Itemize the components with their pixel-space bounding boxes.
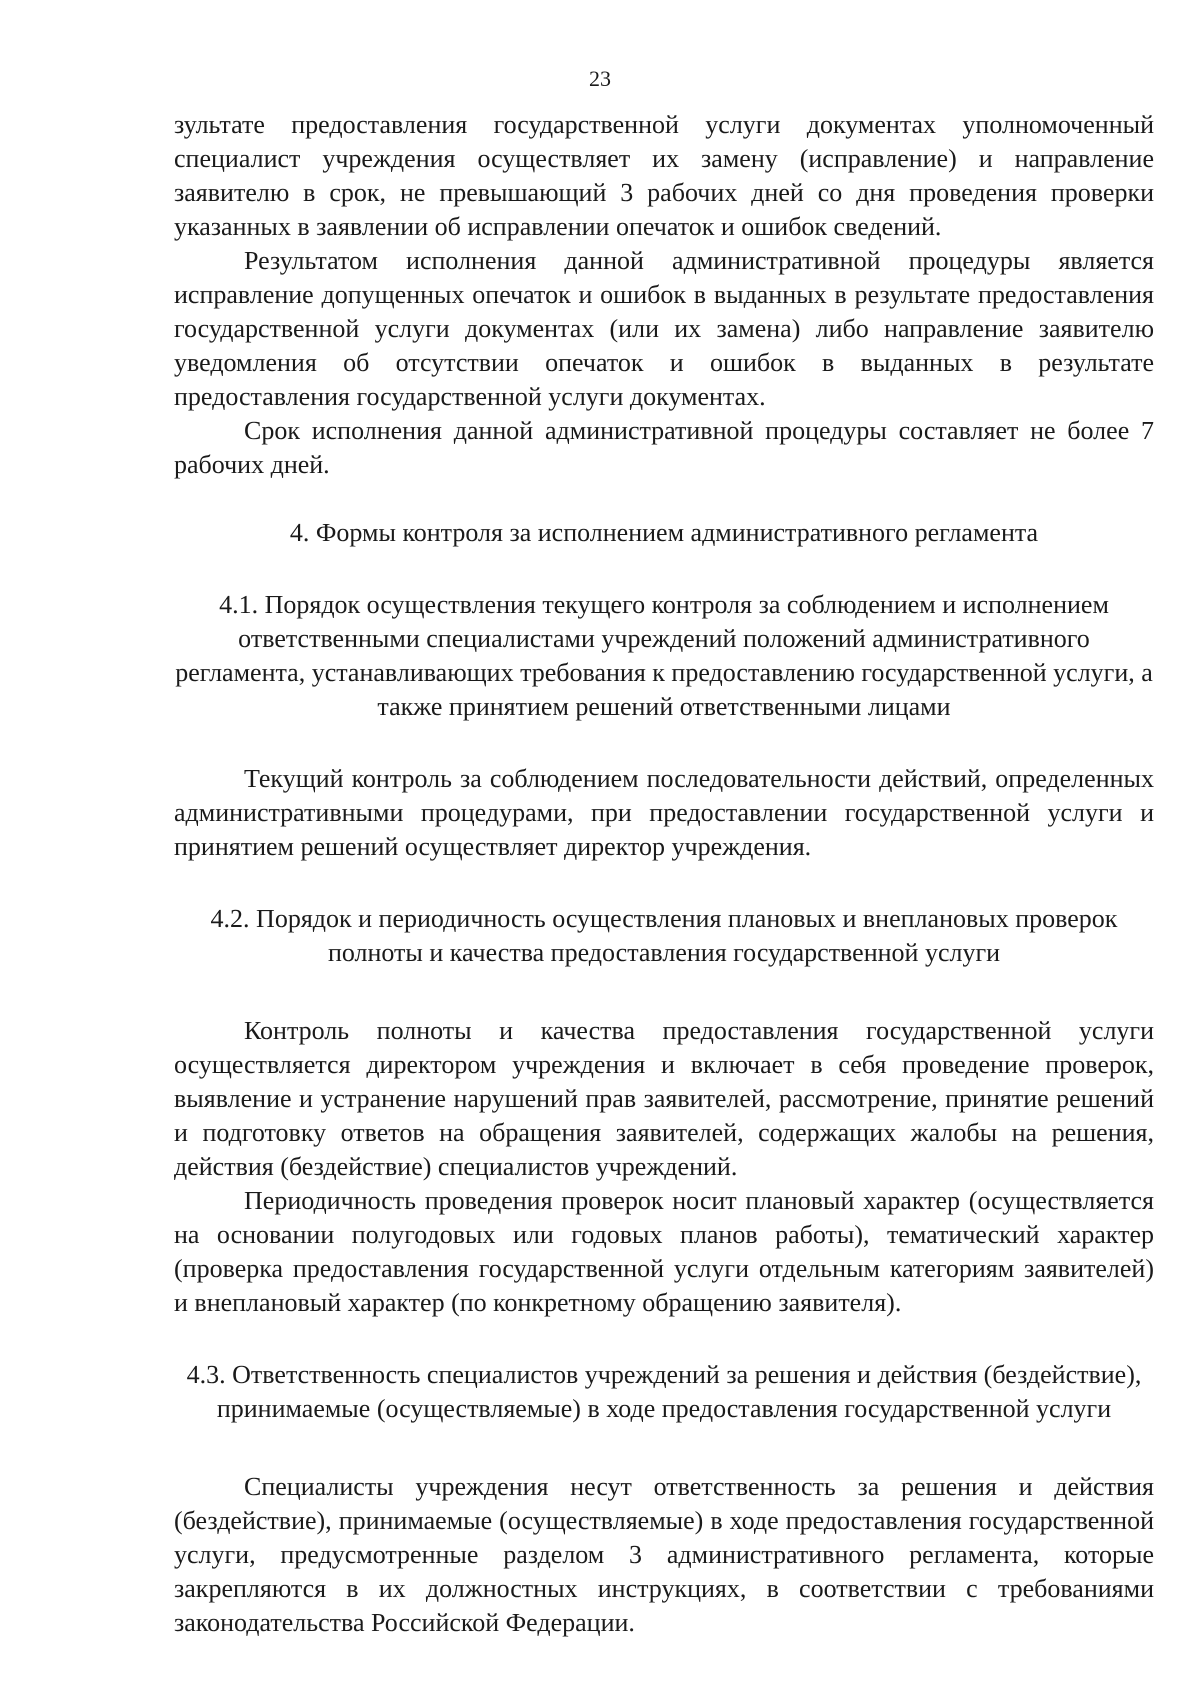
paragraph-term: Срок исполнения данной административной процедуры составляет не более 7 рабочих дней. <box>174 416 1154 479</box>
subsection-heading-4-2: 4.2. Порядок и периодичность осуществления плановых и внеплановых проверок полноты и качества предоставления государственной услуги <box>210 904 1118 967</box>
paragraph-responsibility: Специалисты учреждения несут ответственность за решения и действия (бездействие), принимаемые (осуществляемые) в ходе предоставления государственной услуги, предусмотренные разделом 3 административного регламента, которые закрепляются в их должностных инструкциях, в соответствии с требованиями законодательства Российской Федерации. <box>174 1472 1154 1637</box>
section-heading-4: 4. Формы контроля за исполнением административного регламента <box>289 518 1039 547</box>
page-number: 23 <box>589 66 611 91</box>
paragraph-current-control: Текущий контроль за соблюдением последовательности действий, определенных административными процедурами, при предоставлении государственной услуги и принятием решений осуществляет директор учреждения. <box>174 764 1154 861</box>
paragraph-continuation: зультате предоставления государственной услуги документах уполномоченный специалист учреждения осуществляет их замену (исправление) и направление заявителю в срок, не превышающий 3 рабочих дней со дня проведения проверки указанных в заявлении об исправлении опечаток и ошибок сведений. <box>174 110 1154 241</box>
subsection-heading-4-3: 4.3. Ответственность специалистов учреждений за решения и действия (бездействие), принимаемые (осуществляемые) в ходе предоставления государственной услуги <box>186 1360 1142 1423</box>
paragraph-result: Результатом исполнения данной административной процедуры является исправление допущенных опечаток и ошибок в выданных в результате предоставления государственной услуги документах (или их замена) либо направление заявителю уведомления об отсутствии опечаток и ошибок в выданных в результате предоставления государственной услуги документах. <box>174 246 1154 411</box>
paragraph-quality-control: Контроль полноты и качества предоставления государственной услуги осуществляется директором учреждения и включает в себя проведение проверок, выявление и устранение нарушений прав заявителей, рассмотрение, принятие решений и подготовку ответов на обращения заявителей, содержащих жалобы на решения, действия (бездействие) специалистов учреждений. <box>174 1016 1154 1181</box>
document-body <box>174 108 1154 1640</box>
subsection-heading-4-1: 4.1. Порядок осуществления текущего контроля за соблюдением и исполнением ответственными специалистами учреждений положений административного регламента, устанавливающих требования к предоставлению государственной услуги, а также принятием решений ответственными лицами <box>175 590 1153 721</box>
paragraph-periodicity: Периодичность проведения проверок носит плановый характер (осуществляется на основании полугодовых или годовых планов работы), тематический характер (проверка предоставления государственной услуги отдельным категориям заявителей) и внеплановый характер (по конкретному обращению заявителя). <box>174 1186 1154 1317</box>
